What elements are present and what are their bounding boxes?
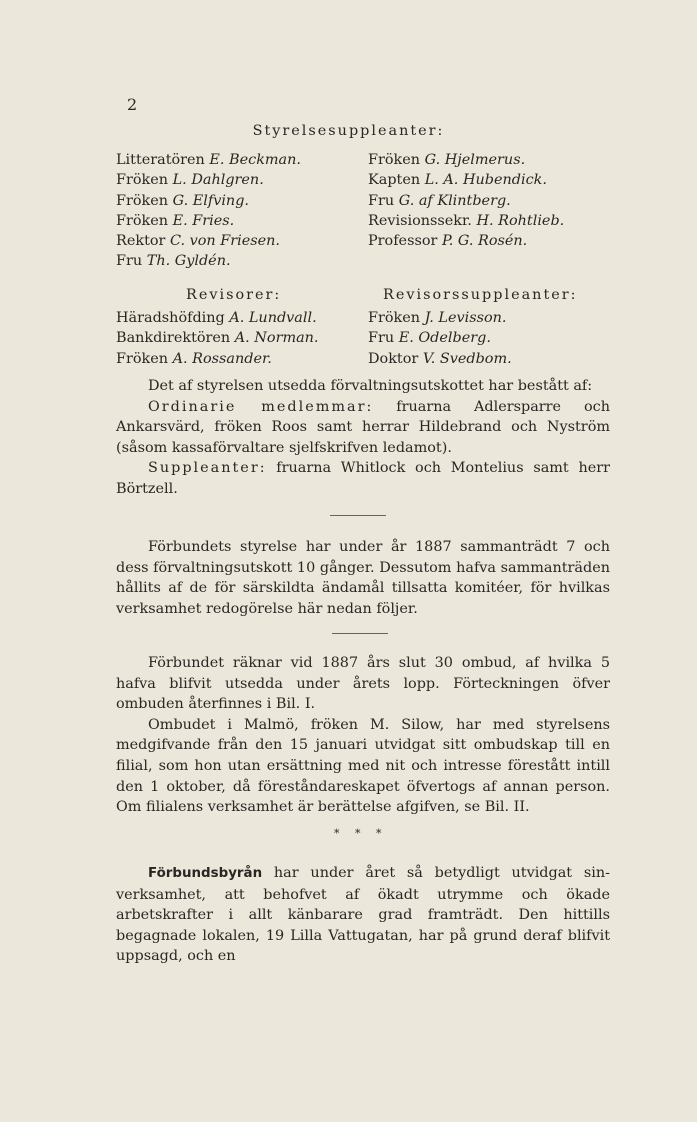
- auditors-heading: Revisorer:: [186, 287, 282, 303]
- board-deputies-heading: Styrelsesuppleanter:: [252, 123, 445, 139]
- board-right-column: [368, 150, 564, 251]
- list-item: Rektor C. von Friesen.: [116, 233, 280, 250]
- meetings-paragraph: [116, 537, 610, 619]
- committee-ordinary: Ordinarie medlemmar: fruarna Adlersparre och Ankarsvärd, fröken Roos samt herrar Hildebrand och Nyström (såsom kassaförvaltare sjelfskrifven ledamot).: [116, 398, 610, 456]
- meetings-text: Förbundets styrelse har under år 1887 sammanträdt 7 och dess förvaltningsutskott 10 gånger. Dessutom hafva sammanträden hållits af de för särskildta ändamål tillsatta komitéer, för hvilkas verksamhet redogörelse här nedan följer.: [116, 539, 610, 617]
- auditors-list: [116, 308, 319, 369]
- list-item: Litteratören E. Beckman.: [116, 152, 301, 168]
- list-item: Doktor V. Svedbom.: [368, 350, 512, 367]
- list-item: Revisionssekr. H. Rohtlieb.: [368, 212, 565, 229]
- list-item: Kapten L. A. Hubendick.: [368, 172, 547, 189]
- list-item: Fru Th. Gyldén.: [116, 253, 231, 270]
- list-item: Fru E. Odelberg.: [368, 330, 491, 347]
- auditor-deputies-heading: Revisorssuppleanter:: [383, 287, 578, 303]
- list-item: Fröken J. Levisson.: [368, 310, 507, 326]
- bureau-paragraph: [116, 863, 610, 967]
- delegates-text-1: Förbundet räknar vid 1887 års slut 30 ombud, af hvilka 5 hafva blifvit utsedda under årets lopp. Förteckningen öfver ombuden återfinnes i Bil. I.: [116, 655, 610, 713]
- committee-intro: Det af styrelsen utsedda förvaltningsutskottet har bestått af:: [148, 378, 593, 394]
- list-item: Häradshöfding A. Lundvall.: [116, 310, 317, 326]
- list-item: Fröken E. Fries.: [116, 212, 235, 229]
- stars-separator: * * *: [334, 827, 388, 840]
- list-item: Professor P. G. Rosén.: [368, 233, 528, 250]
- page-number: 2: [127, 95, 138, 114]
- list-item: Fröken G. Elfving.: [116, 192, 249, 209]
- section-divider: [330, 515, 386, 516]
- bureau-text: Förbundsbyrån har under året så betydligt utvidgat sin-verksamhet, att behofvet af ökadt utrymme och ökade arbetskrafter i allt känbarare grad framträdt. Den hittills begagnade lokalen, 19 Lilla Vattugatan, har på grund deraf blifvit uppsagd, och en: [116, 865, 610, 965]
- board-left-column: [116, 150, 301, 272]
- delegates-paragraph: [116, 653, 610, 818]
- auditor-deputies-list: [368, 308, 512, 369]
- list-item: Fru G. af Klintberg.: [368, 192, 511, 209]
- delegates-text-2: Ombudet i Malmö, fröken M. Silow, har med styrelsens medgifvande från den 15 januari utvidgat sitt ombudskap till en filial, som hon utan ersättning med nit och intresse förestått intill den 1 oktober, då föreståndareskapet öfvertogs af annan person. Om filialens verksamhet är berättelse afgifven, se Bil. II.: [116, 716, 610, 816]
- list-item: Fröken G. Hjelmerus.: [368, 152, 526, 168]
- list-item: Fröken A. Rossander.: [116, 350, 272, 367]
- section-divider: [332, 633, 388, 634]
- committee-deputies: Suppleanter: fruarna Whitlock och Montelius samt herr Börtzell.: [116, 460, 610, 497]
- committee-paragraph: [116, 376, 610, 500]
- list-item: Bankdirektören A. Norman.: [116, 330, 319, 347]
- list-item: Fröken L. Dahlgren.: [116, 172, 264, 189]
